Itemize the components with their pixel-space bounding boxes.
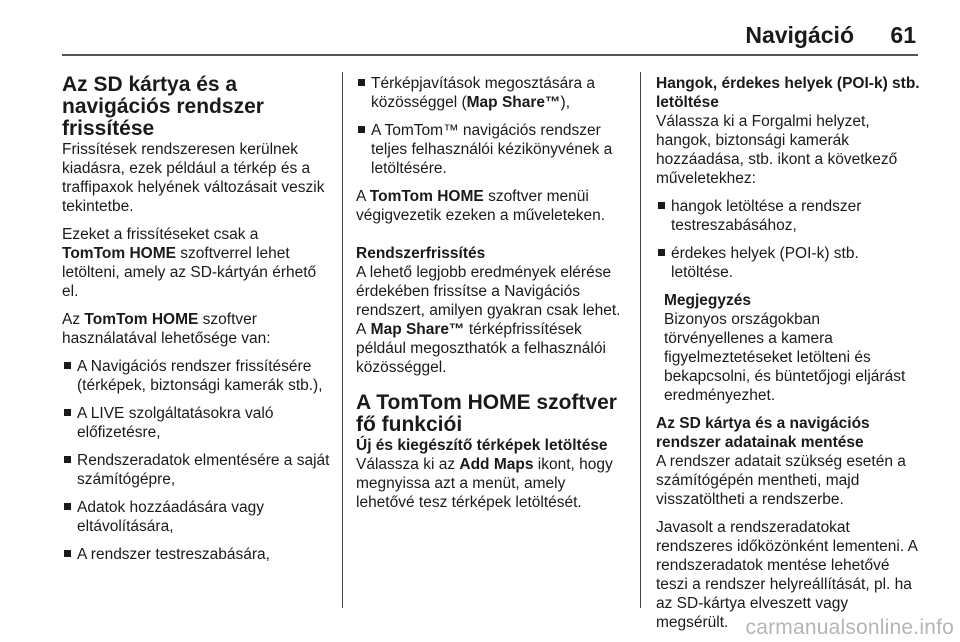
paragraph: Javasolt a rendszeradatokat rendszeres időközönként lementeni. A rendszeradatok mentése lehetővé teszi a rendszer helyreállítását, pl. ha az SD-kártya elveszett vagy megsérült. — [656, 519, 918, 631]
text: Az — [62, 311, 81, 328]
page-number: 61 — [890, 22, 916, 48]
bold-term: TomTom HOME — [84, 311, 199, 328]
paragraph — [62, 225, 332, 301]
bold-term: TomTom HOME — [369, 188, 484, 205]
list-item: A rendszer testreszabására, — [62, 545, 332, 564]
list-item: Adatok hozzáadására vagy eltávolítására, — [62, 498, 332, 536]
text: A lehető legjobb eredmények elérése érdekében frissítse a Navigációs rendszert, amilyen gyakran csak lehet. A — [356, 264, 621, 338]
section-title: Navigáció — [745, 22, 854, 48]
text: ), — [560, 94, 570, 111]
bullet-list — [656, 197, 924, 282]
subheading: Rendszerfrissítés — [356, 245, 486, 262]
list-item — [356, 74, 624, 112]
text: térképfrissítések például megoszthatók a felhasználói közösséggel. — [356, 321, 606, 376]
text: Válassza ki az — [356, 456, 456, 473]
bold-term: TomTom HOME — [62, 245, 176, 262]
text: szoftver menüi végigvezetik ezeken a műveleteken. — [356, 188, 606, 224]
bold-term: Map Share™ — [370, 321, 465, 338]
list-item: A Navigációs rendszer frissítésére (térképek, biztonsági kamerák stb.), — [62, 357, 332, 395]
note-text: Bizonyos országokban törvényellenes a kamera figyelmeztetéseket letölteni és bekapcsolni, és büntetőjogi eljárást eredményezhet. — [664, 311, 906, 404]
list-item: érdekes helyek (POI-k) stb. letöltése. — [656, 244, 924, 282]
column-2 — [356, 74, 624, 612]
subheading: Hangok, érdekes helyek (POI-k) stb. letöltése — [656, 75, 920, 111]
paragraph: A rendszer adatait szükség esetén a számítógépén mentheti, majd visszatöltheti a rendszerbe. — [656, 453, 906, 508]
text: ikont, hogy megnyissa azt a menüt, amely lehetővé tesz térképek letöltését. — [356, 456, 613, 511]
paragraph — [356, 455, 624, 512]
text: szoftver használatával lehetősége van: — [62, 311, 271, 347]
subheading: Új és kiegészítő térképek letöltése — [356, 437, 608, 454]
paragraph — [356, 187, 624, 225]
column-divider — [342, 72, 343, 608]
text: Térképjavítások megosztására a közösséggel ( — [371, 75, 595, 111]
paragraph: Válassza ki a Forgalmi helyzet, hangok, biztonsági kamerák hozzáadása, stb. ikont a következő műveletekhez: — [656, 113, 898, 187]
paragraph: Frissítések rendszeresen kerülnek kiadásra, ezek például a térkép és a traffipaxok helyének változásait veszik tekintetbe. — [62, 141, 325, 215]
bold-term: Add Maps — [459, 456, 534, 473]
column-1 — [62, 74, 332, 612]
paragraph — [62, 310, 332, 348]
watermark: carmanualsonline.info — [745, 616, 954, 639]
page-header — [62, 14, 918, 56]
list-item: Rendszeradatok elmentésére a saját számítógépre, — [62, 451, 332, 489]
list-item: A LIVE szolgáltatásokra való előfizetésre, — [62, 404, 332, 442]
section-heading: Az SD kártya és a navigációs rendszer frissítése — [62, 73, 264, 140]
text: A — [356, 188, 366, 205]
bullet-list — [62, 357, 332, 564]
list-item: hangok letöltése a rendszer testreszabásához, — [656, 197, 924, 235]
text: szoftverrel lehet letölteni, amely az SD-kártyán érhető el. — [62, 245, 317, 300]
subheading: Az SD kártya és a navigációs rendszer adatainak mentése — [656, 415, 870, 451]
note-box — [656, 291, 924, 405]
note-title: Megjegyzés — [664, 292, 752, 309]
paragraph — [356, 263, 624, 377]
list-item: A TomTom™ navigációs rendszer teljes felhasználói kézikönyvének a letöltésére. — [356, 121, 624, 178]
section-heading: A TomTom HOME szoftver fő funkciói — [356, 391, 617, 436]
bullet-list — [356, 74, 624, 178]
bold-term: Map Share™ — [466, 94, 561, 111]
column-divider — [640, 72, 641, 608]
text: Ezeket a frissítéseket csak a — [62, 226, 259, 243]
